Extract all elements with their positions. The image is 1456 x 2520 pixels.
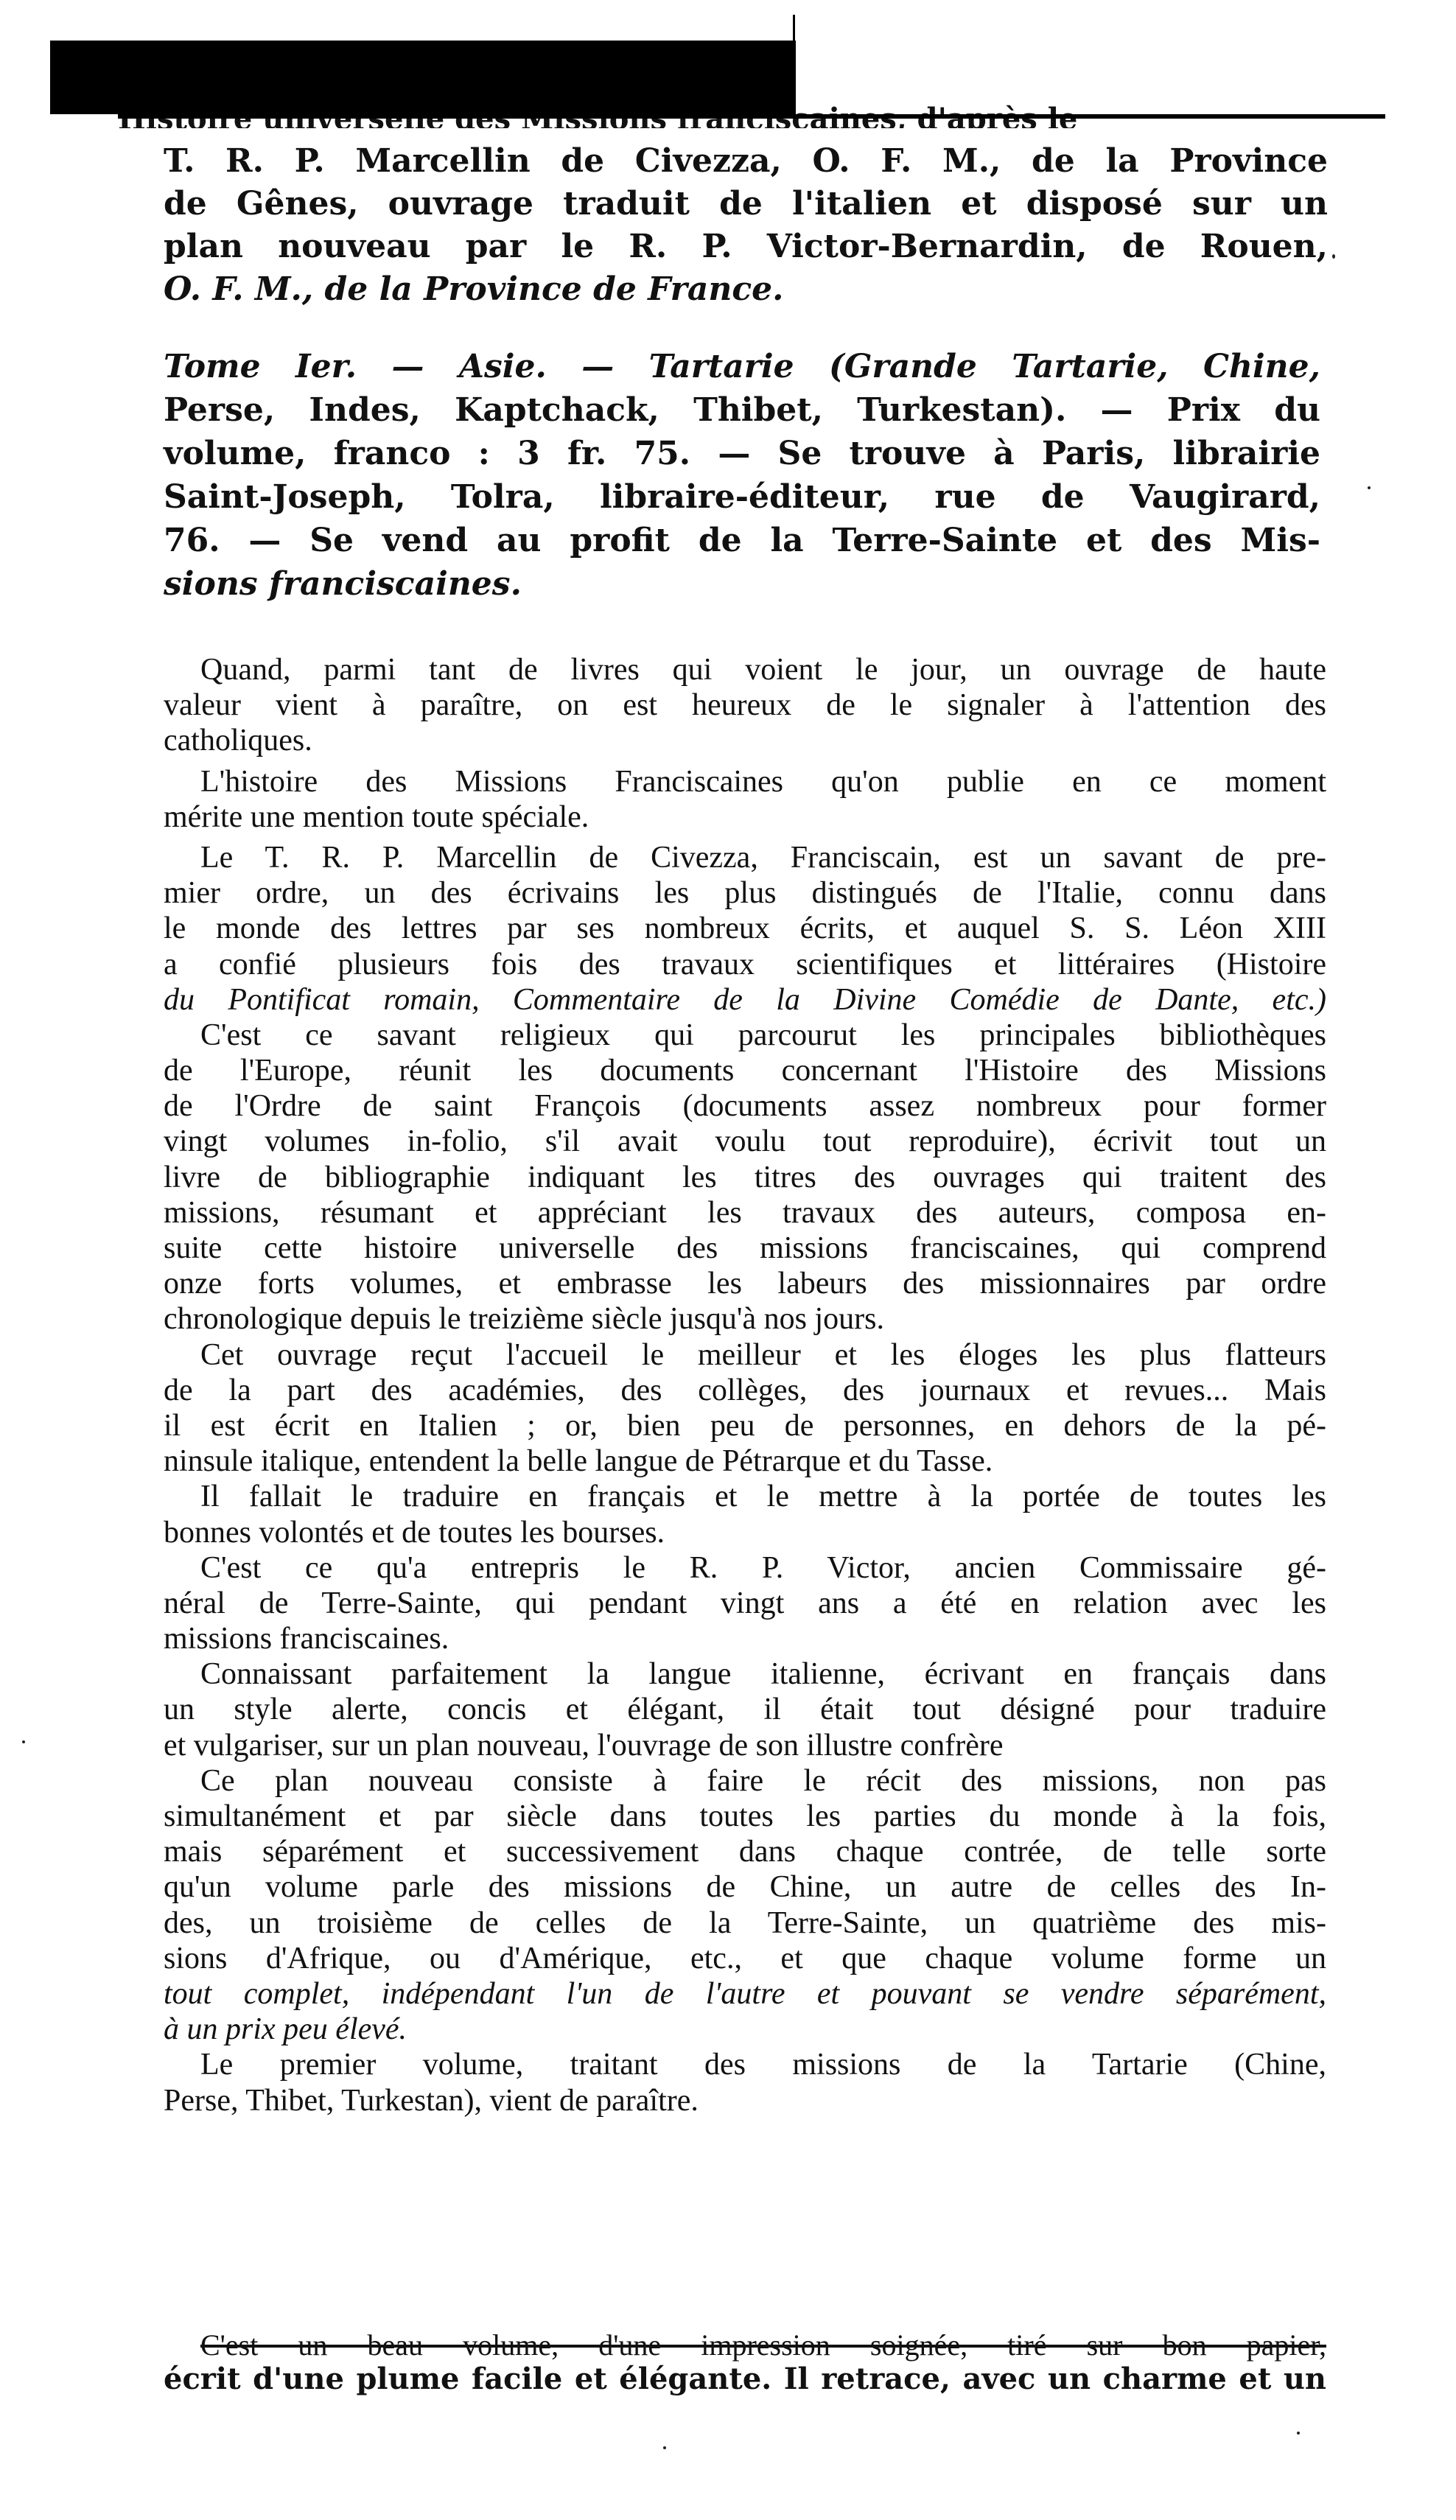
body-line: chronologique depuis le treizième siècle jusqu'à nos jours. <box>164 1302 884 1337</box>
body-line: missions franciscaines. <box>164 1622 449 1656</box>
tome-line: Saint-Joseph, Tolra, libraire-éditeur, rue de Vaugirard, <box>164 478 1320 516</box>
body-line: ninsule italique, entendent la belle langue de Pétrarque et du Tasse. <box>164 1444 993 1479</box>
review-body <box>164 652 1326 2118</box>
scan-speck <box>663 2446 666 2449</box>
body-line: de l'Ordre de saint François (documents assez nombreux pour former <box>164 1089 1326 1124</box>
body-line: de la part des académies, des collèges, des journaux et revues... Mais <box>164 1373 1326 1407</box>
book-title-block <box>164 140 1328 311</box>
body-line: livre de bibliographie indiquant les titres des ouvrages qui traitent des <box>164 1160 1326 1194</box>
body-line: C'est ce qu'a entrepris le R. P. Victor, ancien Commissaire gé- <box>200 1550 1326 1585</box>
tome-line: sions franciscaines. <box>164 565 522 603</box>
body-line: et vulgariser, sur un plan nouveau, l'ouvrage de son illustre confrère <box>164 1728 1004 1763</box>
body-line: mais séparément et successivement dans chaque contrée, de telle sorte <box>164 1835 1326 1869</box>
tome-info-block <box>164 345 1320 606</box>
body-line: valeur vient à paraître, on est heureux de le signaler à l'attention des <box>164 688 1326 723</box>
body-line: Cet ouvrage reçut l'accueil le meilleur et les éloges les plus flatteurs <box>200 1337 1326 1372</box>
body-line: simultanément et par siècle dans toutes les parties du monde à la fois, <box>164 1799 1326 1833</box>
body-line: tout complet, indépendant l'un de l'autre et pouvant se vendre séparément, <box>164 1976 1326 2011</box>
scan-speck <box>22 1740 25 1743</box>
body-line: mier ordre, un des écrivains les plus distingués de l'Italie, connu dans <box>164 876 1326 911</box>
body-line: catholiques. <box>164 724 312 758</box>
struck-through-line: C'est un beau volume, d'une impression soignée, tiré sur bon papier, <box>200 2328 1326 2362</box>
tome-line: volume, franco : 3 fr. 75. — Se trouve à Paris, librairie <box>164 435 1320 472</box>
body-line: néral de Terre-Sainte, qui pendant vingt ans a été en relation avec les <box>164 1586 1326 1620</box>
body-line: des, un troisième de celles de la Terre-Sainte, un quatrième des mis- <box>164 1905 1326 1940</box>
title-line: de Gênes, ouvrage traduit de l'italien et disposé sur un <box>164 185 1328 223</box>
redaction-bar <box>50 41 796 114</box>
title-line: O. F. M., de la Province de France. <box>164 270 784 308</box>
body-line: qu'un volume parle des missions de Chine, un autre de celles des In- <box>164 1870 1326 1905</box>
tome-line: Perse, Indes, Kaptchack, Thibet, Turkestan). — Prix du <box>164 391 1320 429</box>
scan-speck <box>1332 254 1335 259</box>
scan-speck <box>1297 2432 1300 2435</box>
body-line: vingt volumes in-folio, s'il avait voulu tout reproduire), écrivit tout un <box>164 1124 1326 1159</box>
bottom-bold-line: écrit d'une plume facile et élégante. Il retrace, avec un charme et un <box>164 2362 1326 2396</box>
scan-speck <box>1368 486 1371 489</box>
body-line: onze forts volumes, et embrasse les labeurs des missionnaires par ordre <box>164 1267 1326 1301</box>
tome-line: 76. — Se vend au profit de la Terre-Sainte et des Mis- <box>164 522 1320 559</box>
body-line: sions d'Afrique, ou d'Amérique, etc., et que chaque volume forme un <box>164 1941 1326 1975</box>
body-line: suite cette histoire universelle des missions franciscaines, qui comprend <box>164 1231 1326 1265</box>
body-line: Le premier volume, traitant des missions de la Tartarie (Chine, <box>200 2048 1326 2082</box>
body-line: C'est ce savant religieux qui parcourut les principales bibliothèques <box>200 1018 1326 1052</box>
body-line: Le T. R. P. Marcellin de Civezza, Franciscain, est un savant de pre- <box>200 840 1326 875</box>
tome-line: Tome Ier. — Asie. — Tartarie (Grande Tartarie, Chine, <box>164 348 1320 385</box>
body-line: Ce plan nouveau consiste à faire le récit des missions, non pas <box>200 1763 1326 1798</box>
body-line: à un prix peu élevé. <box>164 2012 407 2047</box>
body-line: bonnes volontés et de toutes les bourses. <box>164 1515 665 1550</box>
body-line: Perse, Thibet, Turkestan), vient de paraître. <box>164 2083 699 2118</box>
header-rule <box>118 114 1385 119</box>
body-line: Quand, parmi tant de livres qui voient le jour, un ouvrage de haute <box>200 653 1326 687</box>
body-line: Il fallait le traduire en français et le mettre à la portée de toutes les <box>200 1480 1326 1514</box>
body-line: du Pontificat romain, Commentaire de la Divine Comédie de Dante, etc.) <box>164 982 1326 1017</box>
body-line: Connaissant parfaitement la langue italienne, écrivant en français dans <box>200 1657 1326 1692</box>
body-line: de l'Europe, réunit les documents concernant l'Histoire des Missions <box>164 1054 1326 1088</box>
scan-mark <box>793 15 795 44</box>
body-line: missions, résumant et appréciant les travaux des auteurs, composa en- <box>164 1195 1326 1230</box>
body-line: mérite une mention toute spéciale. <box>164 799 589 834</box>
title-line: T. R. P. Marcellin de Civezza, O. F. M., de la Province <box>164 142 1328 180</box>
body-line: il est écrit en Italien ; or, bien peu de personnes, en dehors de la pé- <box>164 1408 1326 1443</box>
body-line: le monde des lettres par ses nombreux écrits, et auquel S. S. Léon XIII <box>164 911 1326 946</box>
body-line: un style alerte, concis et élégant, il était tout désigné pour traduire <box>164 1693 1326 1727</box>
body-line: a confié plusieurs fois des travaux scientifiques et littéraires (Histoire <box>164 947 1326 981</box>
body-line: L'histoire des Missions Franciscaines qu'on publie en ce moment <box>200 764 1326 799</box>
title-line: plan nouveau par le R. P. Victor-Bernardin, de Rouen, <box>164 228 1328 265</box>
